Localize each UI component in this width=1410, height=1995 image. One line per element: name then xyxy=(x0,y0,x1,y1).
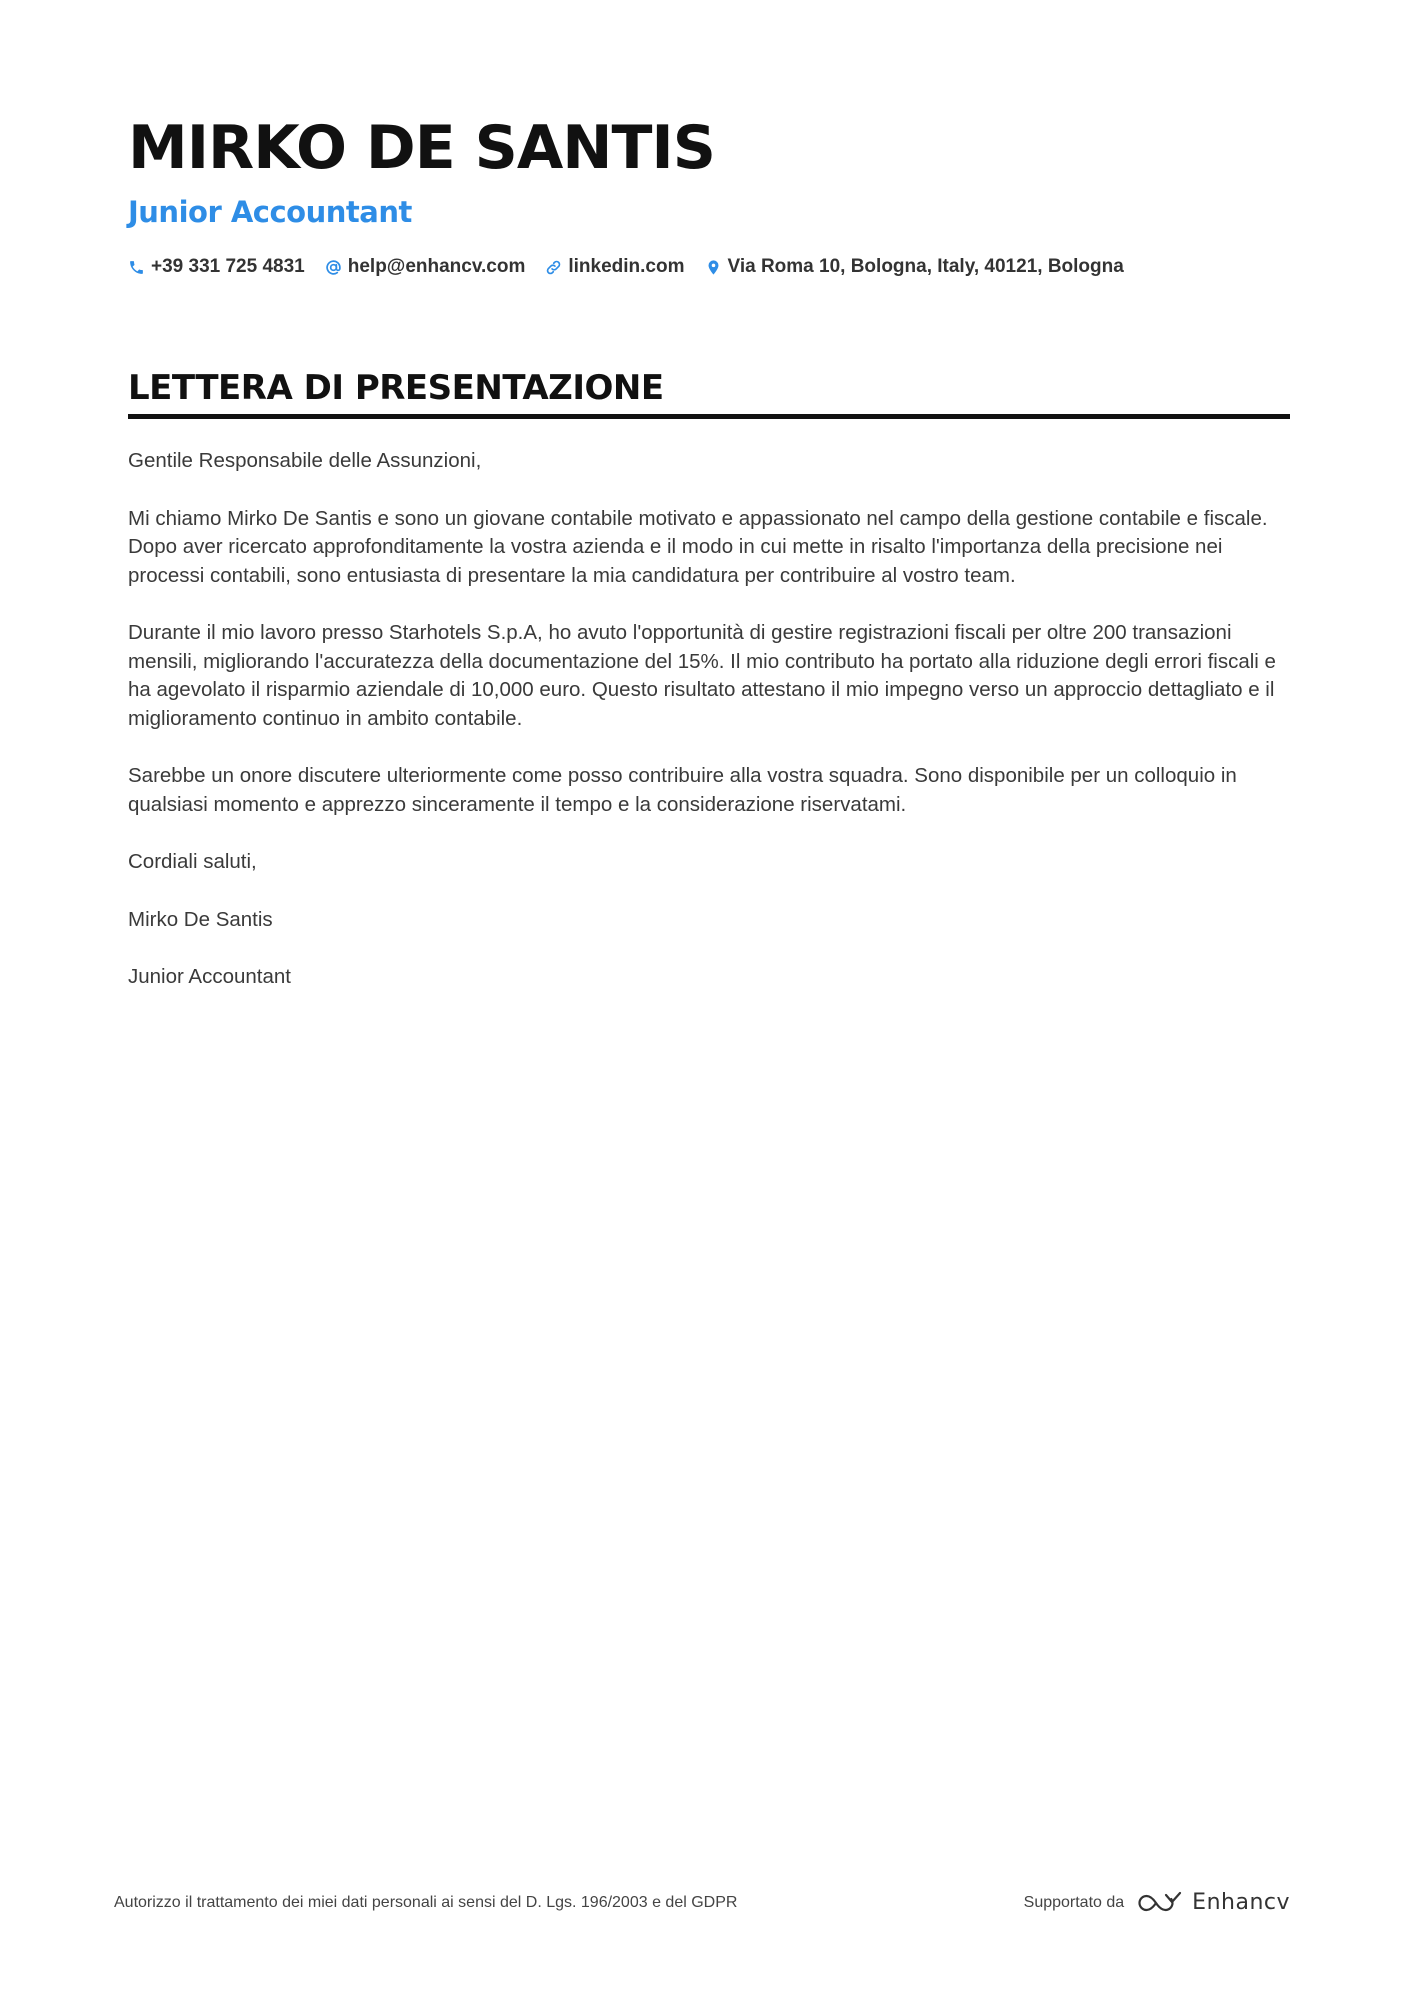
contact-phone xyxy=(128,256,305,278)
privacy-consent: Autorizzo il trattamento dei miei dati personali ai sensi del D. Lgs. 196/2003 e del GDPR xyxy=(114,1893,738,1911)
contact-email[interactable] xyxy=(325,256,526,278)
link-icon xyxy=(545,259,562,276)
linkedin-link[interactable]: linkedin.com xyxy=(568,256,685,277)
candidate-role: Junior Accountant xyxy=(128,195,412,229)
page-footer xyxy=(114,1890,1290,1915)
letter-closing: Cordiali saluti, xyxy=(128,850,257,873)
letter-paragraph: Durante il mio lavoro presso Starhotels S.p.A, ho avuto l'opportunità di gestire registrazioni fiscali per oltre 200 transazioni mensili, migliorando l'accuratezza della documentazione del 15%. Il mio contributo ha portato alla riduzione degli errori fiscali e ha agevolato il risparmio aziendale di 10,000 euro. Questo risultato attestano il mio impegno verso un approccio dettagliato e il miglioramento continuo in ambito contabile. xyxy=(128,621,1276,730)
brand-logo[interactable] xyxy=(1136,1890,1290,1915)
address-text: Via Roma 10, Bologna, Italy, 40121, Bologna xyxy=(727,256,1124,277)
powered-by-label: Supportato da xyxy=(1023,1893,1125,1911)
contact-address xyxy=(705,256,1124,278)
signature-name: Mirko De Santis xyxy=(128,907,273,931)
letter-paragraph: Mi chiamo Mirko De Santis e sono un giovane contabile motivato e appassionato nel campo della gestione contabile e fiscale. Dopo aver ricercato approfonditamente la vostra azienda e il modo in cui mette in risalto l'importanza della precisione nei processi contabili, sono entusiasta di presentare la mia candidatura per contribuire al vostro team. xyxy=(128,506,1268,587)
signature-role: Junior Accountant xyxy=(128,965,291,988)
letter-paragraph: Sarebbe un onore discutere ulteriormente come posso contribuire alla vostra squadra. Sono disponibile per un colloquio in qualsiasi momento e apprezzo sinceramente il tempo e la considerazione riservatami. xyxy=(128,764,1237,816)
phone-number: +39 331 725 4831 xyxy=(151,256,305,277)
phone-icon xyxy=(128,259,145,276)
at-icon xyxy=(325,259,342,276)
candidate-name: MIRKO DE SANTIS xyxy=(128,113,715,183)
powered-by[interactable] xyxy=(1024,1890,1290,1915)
enhancv-logo-icon xyxy=(1136,1891,1182,1915)
contact-linkedin[interactable] xyxy=(545,256,684,278)
letter-greeting: Gentile Responsabile delle Assunzioni, xyxy=(128,449,482,472)
location-pin-icon xyxy=(705,259,722,276)
contact-bar xyxy=(128,256,1290,278)
cover-letter-page xyxy=(128,108,1290,1021)
letter-body xyxy=(128,447,1290,992)
email-address[interactable]: help@enhancv.com xyxy=(347,256,526,277)
section-title: LETTERA DI PRESENTAZIONE xyxy=(128,368,664,408)
section-divider xyxy=(128,414,1290,419)
brand-name: Enhancv xyxy=(1192,1890,1290,1915)
